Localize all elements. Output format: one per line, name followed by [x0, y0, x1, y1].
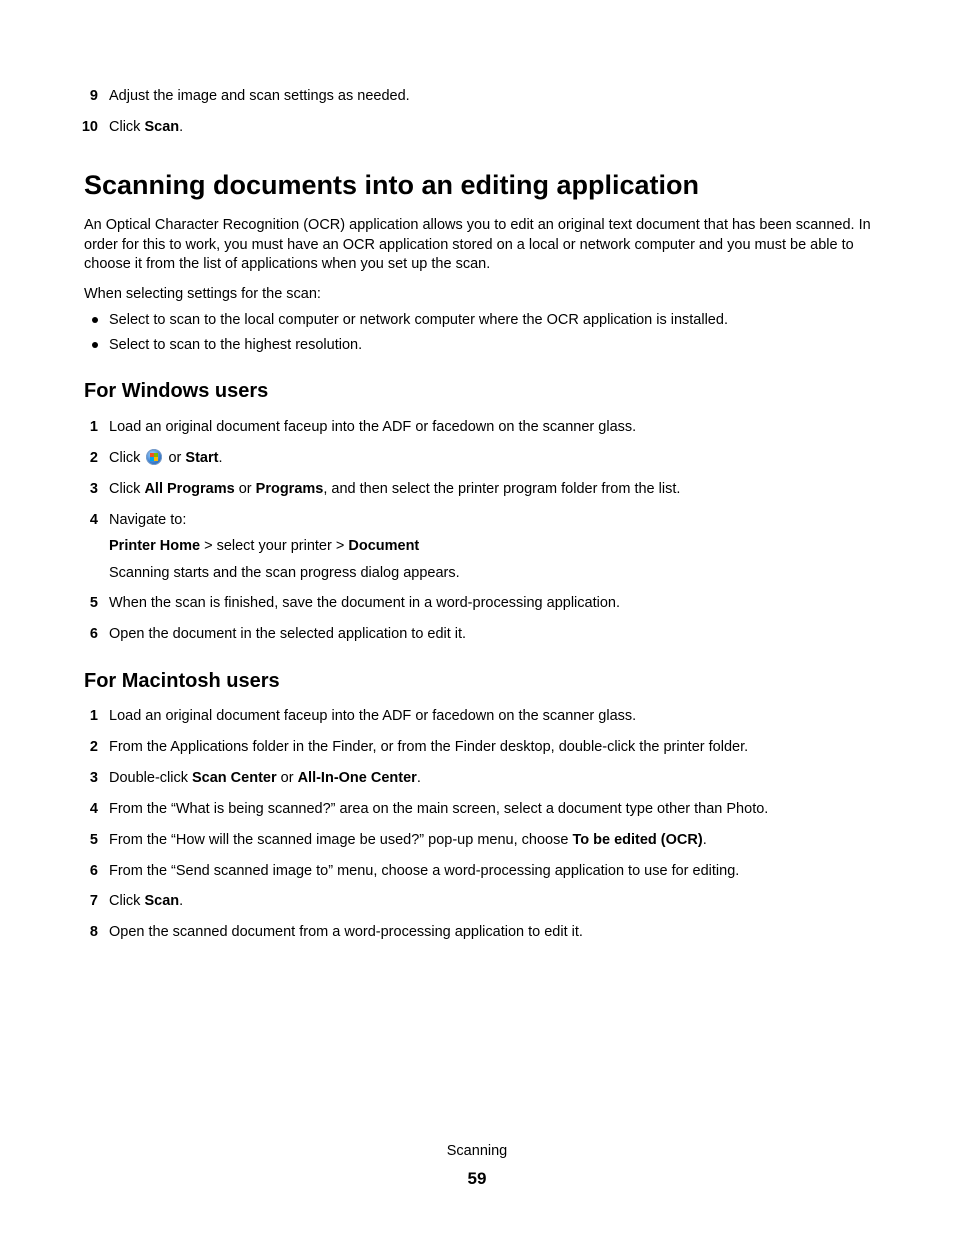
page-number: 59	[467, 1169, 487, 1188]
page-title: Scanning documents into an editing application	[84, 170, 700, 200]
navigation-note: Scanning starts and the scan progress dialog appears.	[109, 565, 460, 581]
step-text: Adjust the image and scan settings as needed.	[109, 88, 410, 104]
bullet-dot	[92, 342, 98, 348]
bullet-dot	[92, 317, 98, 323]
document-page: 9 Adjust the image and scan settings as needed. 10 Click Scan. Scanning documents into an editing application An Optical Character Recognition (OCR) application allows you to edit an original text document that has been scanned. In order for this to work, you must have an OCR application stored on a local or network computer and you must be able to choose it from the list of applications when you set up the scan. When selecting settings for the scan: Select to scan to the local computer or network computer where the OCR application is installed. Select to scan to the highest resolution. For Windows users 1 Load an original document faceup into the ADF or facedown on the scanner glass. 2 Click or Start. 3 Click All Programs or Programs, and then select the printer program folder from the list. 4 Navigate to: Printer Home > select your printer > Document Scanning starts and the scan progress dialog appears. 5 When the scan is finished, save the document in a word-processing application. 6 Open the document in the selected application to edit it. For Macintosh users 1 Load an original document faceup into the ADF or facedown on the scanner glass. 2 From the Applications folder in the Finder, or from the Finder desktop, double-click the printer folder. 3 Double-click Scan Center or All-In-One Center. 4 From the “What is being scanned?” area on the main screen, select a document type other than Photo. 5 From the “How will the scanned image be used?” pop-up menu, choose To be edited (OCR). 6 From the “Send scanned image to” menu, choose a word-processing application to use for editing. 7 Click Scan. 8 Open the scanned document from a word-processing application to edit it. Scanning 59	[0, 0, 954, 1235]
mac-heading: For Macintosh users	[84, 670, 280, 692]
windows-heading: For Windows users	[84, 380, 269, 402]
step-number: 10	[81, 119, 98, 135]
intro-paragraph: An Optical Character Recognition (OCR) application allows you to edit an original text document that has been scanned. In order for this to work, you must have an OCR application stored on a local or network computer and you must be able to choose it from the list of applications when you set up the scan.	[84, 217, 871, 272]
navigation-path: Printer Home > select your printer > Document	[109, 538, 420, 554]
footer-section-name: Scanning	[446, 1143, 508, 1159]
step-text: Click Scan.	[109, 119, 184, 135]
scan-command: Scan	[144, 119, 180, 135]
settings-intro: When selecting settings for the scan:	[84, 286, 321, 302]
step-number: 9	[89, 88, 98, 104]
windows-start-icon	[146, 449, 162, 465]
